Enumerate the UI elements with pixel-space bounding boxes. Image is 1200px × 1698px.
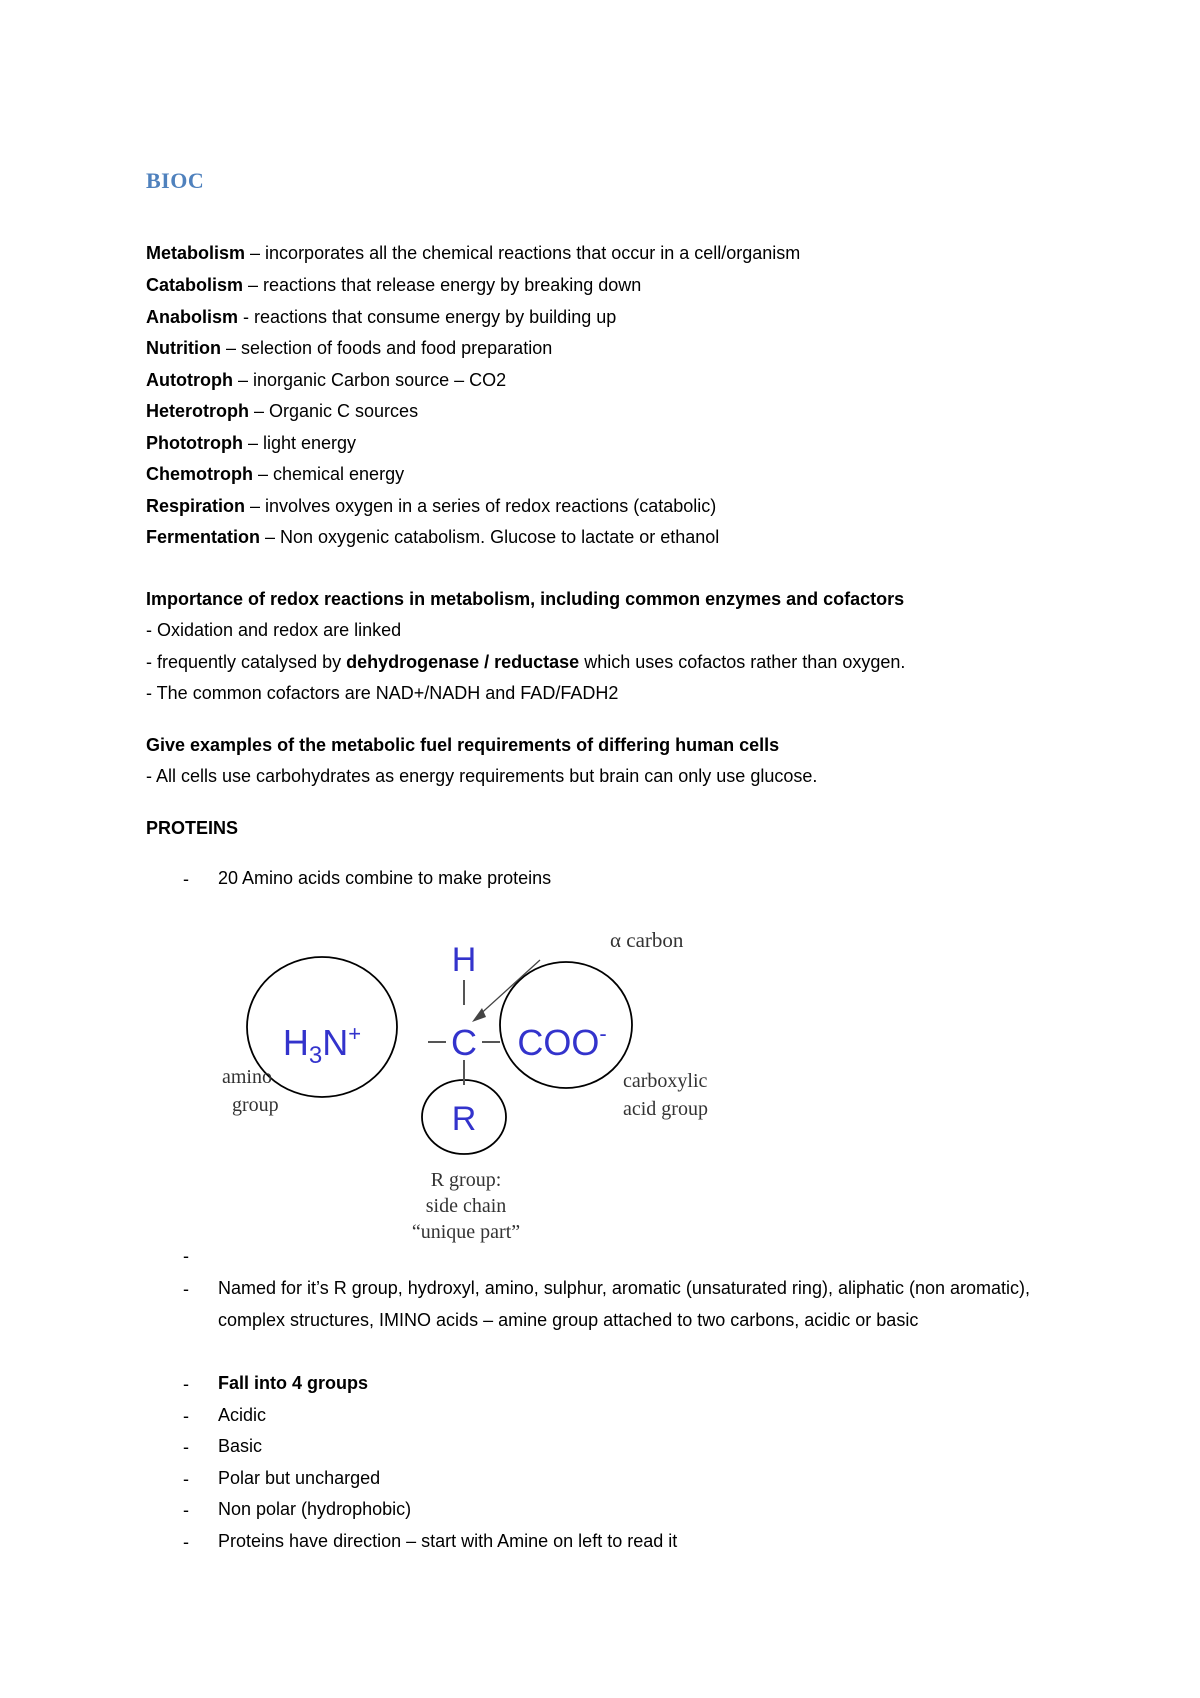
amino-label-line-1: amino — [222, 1066, 272, 1088]
carboxyl-group — [517, 1021, 606, 1063]
definition-text: – incorporates all the chemical reactions that occur in a cell/organism — [245, 243, 801, 263]
redox-line-2 — [146, 651, 905, 673]
rgroup-label-line-1: R group: — [430, 1169, 502, 1191]
alpha-carbon-label: α carbon — [610, 928, 684, 952]
term: Fermentation — [146, 527, 261, 547]
definition-heterotroph — [146, 400, 418, 422]
bullet-dash: - — [183, 1500, 189, 1520]
definition-text: – light energy — [242, 433, 357, 453]
definition-respiration — [146, 495, 716, 517]
bullet-dash: - — [183, 869, 189, 889]
amine-n: N — [322, 1022, 349, 1063]
definition-text: – Organic C sources — [249, 401, 419, 421]
redox-line-3: - The common cofactors are NAD+/NADH and FAD/FADH2 — [146, 683, 619, 703]
bullet-basic: Basic — [218, 1436, 263, 1456]
term: Heterotroph — [146, 401, 249, 421]
redox-line-2-pre: - frequently catalysed by — [146, 652, 347, 672]
amine-charge: + — [348, 1021, 362, 1046]
definition-metabolism — [146, 242, 800, 264]
amine-subscript: 3 — [308, 1042, 323, 1069]
term: Phototroph — [146, 433, 243, 453]
bullet-r-group: Named for it’s R group, hydroxyl, amino, sulphur, aromatic (unsaturated ring), aliphatic (non aromatic), complex structures, IMINO acids – amine group attached to two carbons, acidic or basic — [218, 1278, 1031, 1330]
redox-heading: Importance of redox reactions in metabolism, including common enzymes and cofactors — [146, 589, 905, 609]
r-atom: R — [451, 1100, 477, 1138]
definition-text: – Non oxygenic catabolism. Glucose to lactate or ethanol — [260, 527, 720, 547]
h-atom: H — [451, 941, 477, 979]
bullet-polar: Polar but uncharged — [218, 1468, 381, 1488]
carboxyl-charge: - — [599, 1021, 607, 1046]
definition-text: – involves oxygen in a series of redox reactions (catabolic) — [245, 496, 717, 516]
definition-text: - reactions that consume energy by building up — [238, 307, 617, 327]
definition-catabolism — [146, 274, 641, 296]
bullet-amino-acids: 20 Amino acids combine to make proteins — [218, 868, 552, 888]
fuel-line-1: - All cells use carbohydrates as energy requirements but brain can only use glucose. — [146, 766, 818, 786]
term: Respiration — [146, 496, 246, 516]
bullet-acidic: Acidic — [218, 1405, 267, 1425]
definition-fermentation — [146, 526, 719, 548]
bullet-dash: - — [183, 1374, 189, 1394]
redox-line-1: - Oxidation and redox are linked — [146, 620, 402, 640]
page-title: BIOC — [146, 168, 205, 193]
rgroup-label-line-2: side chain — [425, 1195, 507, 1217]
term: Metabolism — [146, 243, 246, 263]
term: Nutrition — [146, 338, 221, 358]
fuel-heading: Give examples of the metabolic fuel requirements of differing human cells — [146, 735, 780, 755]
term: Catabolism — [146, 275, 244, 295]
definition-text: – reactions that release energy by breaking down — [243, 275, 642, 295]
carboxyl-coo: COO — [517, 1022, 600, 1063]
bullet-direction: Proteins have direction – start with Amine on left to read it — [218, 1531, 678, 1551]
bullet-non-polar: Non polar (hydrophobic) — [218, 1499, 412, 1519]
bullet-dash: - — [183, 1246, 189, 1266]
definition-phototroph — [146, 432, 356, 454]
redox-enzymes: dehydrogenase / reductase — [346, 652, 580, 672]
definition-text: – chemical energy — [253, 464, 405, 484]
amino-label-line-2: group — [232, 1094, 279, 1116]
definition-nutrition — [146, 337, 552, 359]
carboxylic-label-line-1: carboxylic — [623, 1070, 708, 1092]
bullet-dash: - — [183, 1469, 189, 1489]
bullet-dash: - — [183, 1279, 189, 1299]
bullet-four-groups: Fall into 4 groups — [218, 1373, 369, 1393]
c-atom: C — [451, 1022, 477, 1063]
definition-text: – inorganic Carbon source – CO2 — [232, 370, 507, 390]
rgroup-label-line-3: “unique part” — [411, 1221, 521, 1243]
definition-chemotroph — [146, 463, 404, 485]
amino-acid-diagram — [222, 905, 750, 1245]
bullet-dash: - — [183, 1406, 189, 1426]
amine-h: H — [282, 1022, 309, 1063]
carboxylic-label-line-2: acid group — [623, 1098, 708, 1120]
term: Anabolism — [146, 307, 239, 327]
term: Autotroph — [146, 370, 233, 390]
definition-autotroph — [146, 369, 506, 391]
alpha-arrow-line — [476, 960, 540, 1018]
definition-anabolism — [146, 306, 616, 328]
definition-text: – selection of foods and food preparation — [220, 338, 553, 358]
amine-group — [283, 1021, 361, 1069]
bullet-dash: - — [183, 1532, 189, 1552]
term: Chemotroph — [146, 464, 253, 484]
redox-line-2-post: which uses cofactos rather than oxygen. — [579, 652, 906, 672]
bullet-dash: - — [183, 1437, 189, 1457]
proteins-heading: PROTEINS — [146, 818, 239, 838]
